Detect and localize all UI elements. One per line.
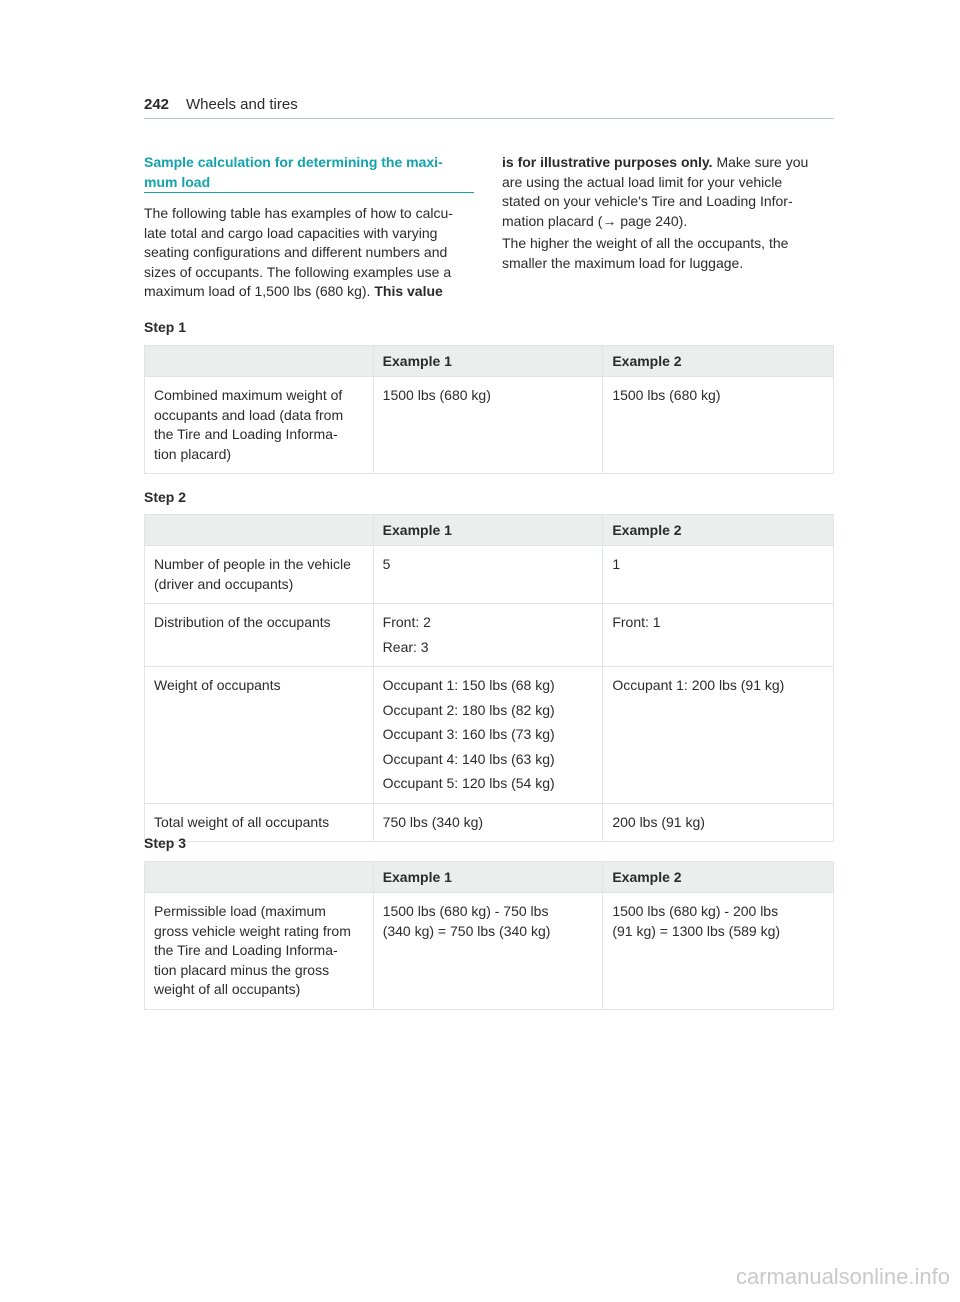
intro-paragraph (144, 204, 484, 302)
step-2-label: Step 2 (144, 489, 187, 505)
step-3-label: Step 3 (144, 835, 187, 851)
table-cell: 1500 lbs (680 kg) (373, 377, 603, 474)
section-rule (144, 192, 474, 193)
table-cell: 200 lbs (91 kg) (603, 803, 834, 842)
table-header-cell: Example 2 (603, 862, 834, 893)
page-number: 242 (144, 96, 170, 113)
table-row (145, 546, 834, 604)
watermark: carmanualsonline.info (735, 1264, 950, 1289)
table-cell: Number of people in the vehicle (driver and occupants) (145, 546, 374, 604)
table-cell: Distribution of the occupants (145, 604, 374, 667)
text-line: The higher the weight of all the occupants, the (502, 235, 789, 251)
section-heading-line: Sample calculation for determining the maxi- (144, 154, 443, 170)
text-line: mation placard (→ page 240). (502, 212, 688, 229)
table-header-cell: Example 1 (373, 515, 603, 546)
bold-text: This value (374, 283, 443, 299)
table-row (145, 667, 834, 804)
table-header-row (145, 515, 834, 546)
table-row (145, 604, 834, 667)
text-line: late total and cargo load capacities with varying (144, 224, 438, 241)
table-cell: Combined maximum weight of occupants and load (data from the Tire and Loading Informa- tion placard) (145, 377, 374, 474)
table-cell: Permissible load (maximum gross vehicle weight rating from the Tire and Loading Informa- tion placard minus the gross weight of all occupants) (145, 893, 374, 1010)
section-heading (144, 152, 474, 192)
table-header-cell: Example 2 (603, 515, 834, 546)
chapter-title: Wheels and tires (186, 96, 298, 113)
text-line: smaller the maximum load for luggage. (502, 254, 744, 271)
table-cell: 5 (373, 546, 603, 604)
table-header-row (145, 862, 834, 893)
table-header-cell (145, 515, 374, 546)
page-header (144, 94, 834, 119)
table-cell: 1500 lbs (680 kg) (603, 377, 834, 474)
text-line: The following table has examples of how to calcu- (144, 205, 453, 221)
table-header-cell (145, 862, 374, 893)
text-line: stated on your vehicle's Tire and Loading Infor- (502, 193, 793, 209)
text-line: is for illustrative purposes only. Make sure you (502, 154, 809, 170)
table-header-cell: Example 2 (603, 346, 834, 377)
section-heading-line: mum load (144, 174, 211, 190)
illustrative-note (502, 153, 842, 231)
step-3-table (144, 861, 834, 1010)
bold-text: is for illustrative purposes only. (502, 154, 713, 170)
occupant-weight-note (502, 234, 842, 273)
table-row (145, 377, 834, 474)
table-header-cell: Example 1 (373, 346, 603, 377)
table-cell: 1500 lbs (680 kg) - 750 lbs (340 kg) = 750 lbs (340 kg) (373, 893, 603, 1010)
table-row (145, 803, 834, 842)
table-cell: Total weight of all occupants (145, 803, 374, 842)
table-header-cell (145, 346, 374, 377)
table-cell: 1500 lbs (680 kg) - 200 lbs (91 kg) = 1300 lbs (589 kg) (603, 893, 834, 1010)
table-cell: 1 (603, 546, 834, 604)
table-cell: Occupant 1: 200 lbs (91 kg) (603, 667, 834, 804)
table-header-cell: Example 1 (373, 862, 603, 893)
text-line: are using the actual load limit for your vehicle (502, 173, 783, 190)
text-line: maximum load of 1,500 lbs (680 kg). This value (144, 283, 443, 299)
text-line: seating configurations and different numbers and (144, 244, 448, 260)
table-cell: Weight of occupants (145, 667, 374, 804)
step-2-table (144, 514, 834, 842)
step-1-table (144, 345, 834, 474)
text-line: sizes of occupants. The following examples use a (144, 263, 452, 280)
table-row (145, 893, 834, 1010)
table-cell: Front: 1 (603, 604, 834, 667)
table-cell: Front: 2 Rear: 3 (373, 604, 603, 667)
table-header-row (145, 346, 834, 377)
step-1-label: Step 1 (144, 319, 187, 335)
table-cell: 750 lbs (340 kg) (373, 803, 603, 842)
table-cell: Occupant 1: 150 lbs (68 kg) Occupant 2: 180 lbs (82 kg) Occupant 3: 160 lbs (73 kg) Occupant 4: 140 lbs (63 kg) Occupant 5: 120 lbs (54 kg) (373, 667, 603, 804)
